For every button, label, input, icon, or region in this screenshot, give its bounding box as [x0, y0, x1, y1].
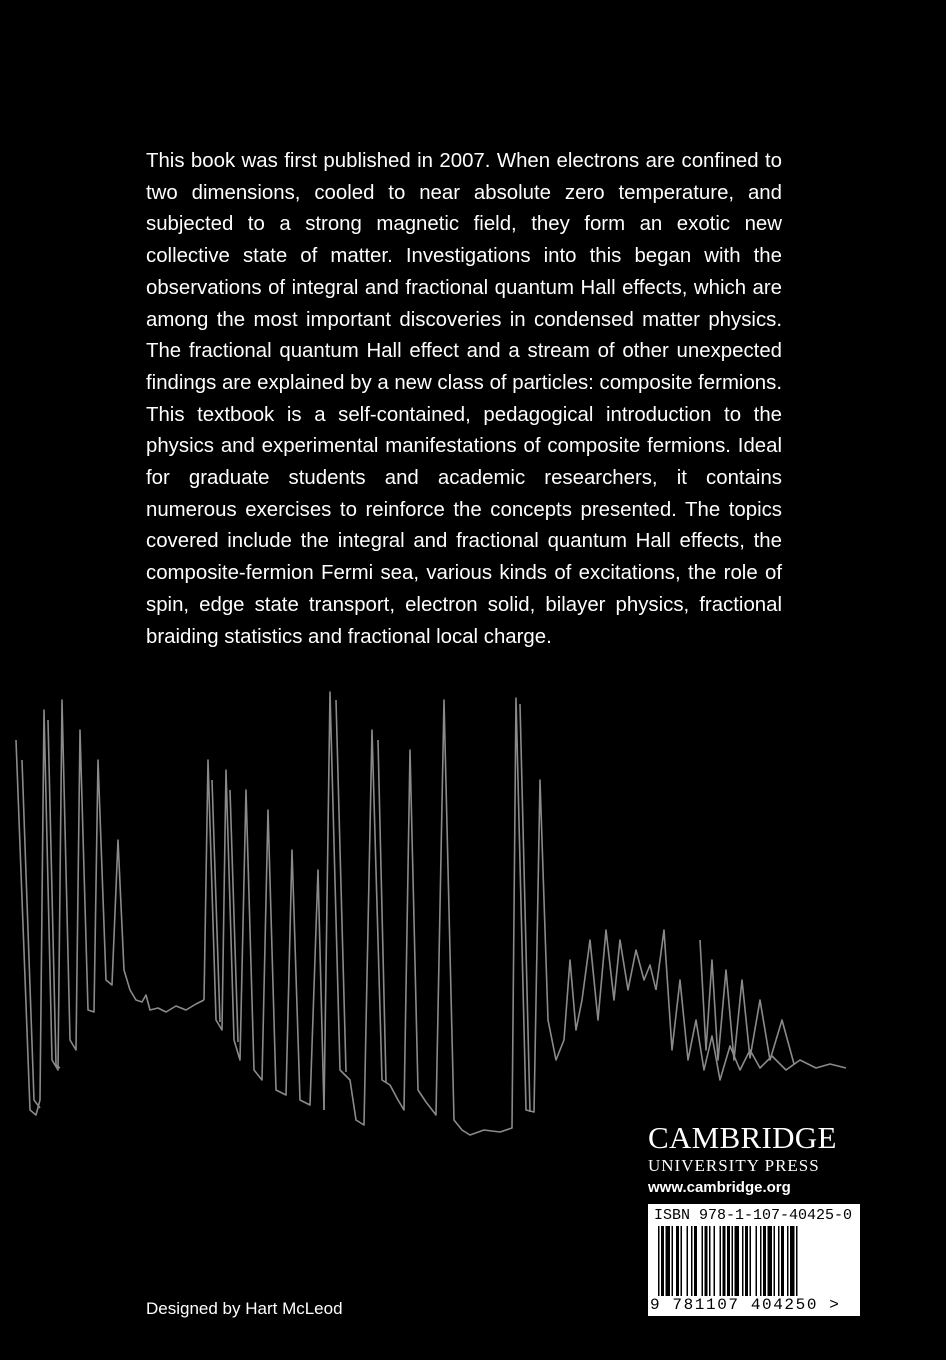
publisher-name: CAMBRIDGE: [648, 1120, 837, 1155]
isbn-label: ISBN 978-1-107-40425-0: [654, 1207, 853, 1224]
quantum-hall-trace-graphic: [0, 640, 946, 1200]
designer-credit: Designed by Hart McLeod: [146, 1299, 343, 1318]
publisher-press: UNIVERSITY PRESS: [648, 1156, 820, 1175]
isbn-barcode: [648, 1204, 860, 1316]
barcode-digits: 9 781107 404250 >: [650, 1296, 858, 1314]
publisher-logo: [648, 1122, 860, 1199]
back-cover-blurb: This book was first published in 2007. When electrons are confined to two dimensions, cooled to near absolute zero temperature, and subjected to a strong magnetic field, they form an exotic new collective state of matter. Investigations into this began with the observations of integral and fractional quantum Hall effects, which are among the most important discoveries in condensed matter physics. The fractional quantum Hall effect and a stream of other unexpected findings are explained by a new class of particles: composite fermions. This textbook is a self-contained, pedagogical introduction to the physics and experimental manifestations of composite fermions. Ideal for graduate students and academic researchers, it contains numerous exercises to reinforce the concepts presented. The topics covered include the integral and fractional quantum Hall effects, the composite-fermion Fermi sea, various kinds of excitations, the role of spin, edge state transport, electron solid, bilayer physics, fractional braiding statistics and fractional local charge.: [146, 150, 782, 648]
publisher-url: www.cambridge.org: [648, 1179, 791, 1196]
